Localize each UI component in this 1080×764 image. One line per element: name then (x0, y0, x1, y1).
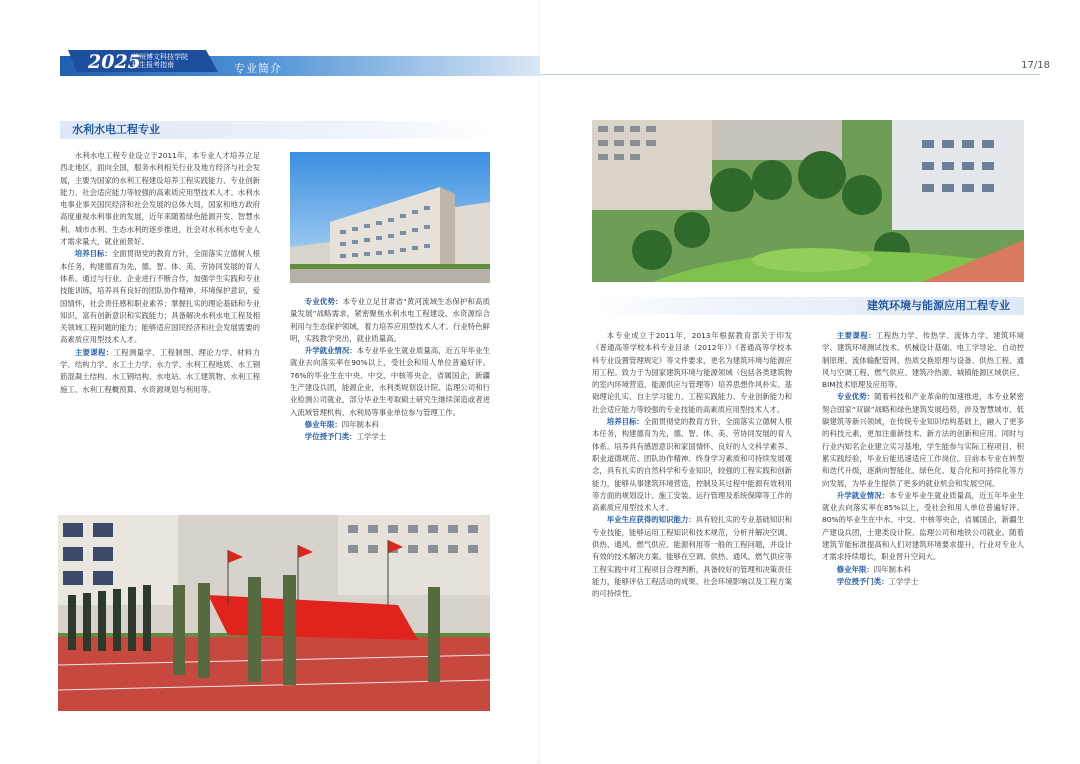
hydraulic-degree (290, 431, 490, 443)
hydraulic-courses (60, 347, 260, 396)
hydraulic-goal (60, 248, 260, 346)
advantage-label: 专业优势： (304, 297, 343, 306)
employment-text: 本专业毕业生就业质量高，近五年毕业生就业去向落实率在90%以上，受社会和用人单位普遍好评。76%的毕业生在中央、中交、中核等央企，省属国企，新疆生产建设兵团，能源企业，水利类规划设计院、监理公司和行业检测公司就业，部分毕业生考取硕士研究生继续深造或者进入流域管理机构、水利局等事业单位参与管理工作。 (290, 346, 490, 417)
page-number: 17/18 (1021, 60, 1050, 71)
building-ability (592, 514, 792, 600)
header-section-title: 专业简介 (234, 62, 282, 75)
advantage-text: 本专业立足甘肃省“黄河流域生态保护和高质量发展”战略需求，紧密聚焦水利水电工程建设、水资源综合利用与生态保护领域，着力培养应用型技术人才。行业特色鲜明，实践教学突出，就业质量高。 (290, 297, 490, 343)
employment-label: 升学就业情况： (304, 346, 357, 356)
hydraulic-advantage (290, 296, 490, 345)
advantage-label: 专业优势： (836, 392, 875, 402)
goal-label: 培养目标： (74, 249, 112, 259)
courses-text: 工程热力学、传热学、流体力学、建筑环境学、建筑环境测试技术、机械设计基础、电工学导论、自动控制原理、流体输配管网、热质交换原理与设备、供热工程、通风与空调工程、燃气供应、建筑冷热源、城镇能源区域供应、BIM技术原理及应用等。 (822, 331, 1024, 390)
degree-text: 工学学士 (888, 576, 919, 586)
right-page (540, 0, 1080, 764)
courses-label: 主要课程： (836, 331, 876, 340)
header-school (132, 53, 188, 69)
courses-label: 主要课程： (74, 347, 114, 357)
degree-text: 工学学士 (356, 432, 387, 442)
duration-text: 四年制本科 (873, 564, 911, 574)
hydraulic-text-col1 (60, 150, 260, 396)
building-intro: 本专业成立于2011年，2013年根据教育部关于印发《普通高等学校本科专业目录（2012年）》《普通高等学校本科专业设置管理规定》等文件要求，更名为建筑环境与能源应用工程。致力于为国家建筑环境与能源领域（包括各类建筑物的室内环境营造、能源供应与管理等）培养思想作风朴实、基础理论扎实、自主学习能力、工程实践能力、专业创新能力和社会适应能力等较强的专业技能的高素质应用型技术人才。 (592, 331, 792, 414)
degree-label: 学位授予门类： (836, 576, 889, 586)
photo-campus-building (290, 152, 490, 283)
guide-name: 招生报考指南 (132, 61, 174, 69)
building-courses (822, 330, 1024, 391)
goal-text: 全面贯彻党的教育方针，全面落实立德树人根本任务，构建德育为先，德、智、体、美、劳协同发展的育人体系。通过与行业、企业进行不断合作，加强学生实践和专业技能训练，培养具有良好的团队协作精神、环境保护意识，爱国情怀，社会责任感和职业素养；掌握扎实的理论基础和专业知识，富有创新意识和实践能力；具备解决水利水电工程及相关领域工程问题的能力；能够适应国民经济和社会发展需要的高素质应用型技术人才。 (60, 249, 260, 345)
duration-label: 修业年限： (836, 564, 874, 574)
hydraulic-text-col2 (290, 296, 490, 444)
employment-label: 升学就业情况： (836, 490, 890, 500)
advantage-text: 随着科技和产业革命的加速推进，本专业紧密契合国家“双碳”战略和绿色建筑发展趋势，涉及智慧城市、低碳建筑等新兴领域，在传统专业知识结构基础上，融入了更多的科技元素，更加注重新技术、新方法的创新和应用。同时与行业内知名企业建立实习基地，学生能参与实际工程项目，积累实践经验，毕业后能迅速适应工作岗位。目前本专业在转型和迭代升级，逐渐向智能化、绿色化、复合化和可持续化等方向发展，为毕业生提供了更多的就业机会和发展空间。 (822, 392, 1024, 488)
building-text-col1 (592, 330, 792, 601)
school-name: 兰州博文科技学院 (132, 53, 188, 61)
hydraulic-duration (290, 419, 490, 431)
header-year: 2025 (88, 51, 141, 73)
building-goal (592, 416, 792, 514)
building-duration (822, 564, 1024, 576)
employment-text: 本专业毕业生就业质量高，近五年毕业生就业去向落实率在85%以上，受社会和用人单位普遍好评。80%的毕业生在中水、中交、中核等央企，省属国企，新疆生产建设兵团，土建类设计院、监理公司和地铁公司就业。随着建筑节能标准提高和人们对建筑环境要求提升，行业对专业人才需求持续增长，职业晋升空间大。 (822, 490, 1024, 562)
section-title-hydraulic: 水利水电工程专业 (60, 121, 490, 139)
building-degree (822, 576, 1024, 588)
building-advantage (822, 391, 1024, 489)
header-rule (540, 74, 1040, 75)
ability-text: 具有较扎实的专业基础知识和专业技能，能够运用工程知识和技术规范，分析并解决空调、供热、通风、燃气供应、能源利用等一般的工程问题，并设计有效的技术解决方案。能够在空调、供热、通风、燃气供应等工程实践中对工程项目合理判断，具备较好的管理和决策责任能力，能够评估工程活动的成果、社会环境影响以及工程方案的可持续性。 (592, 515, 792, 599)
duration-text: 四年制本科 (341, 419, 379, 429)
goal-label: 培养目标： (606, 417, 644, 427)
degree-label: 学位授予门类： (304, 432, 357, 442)
hydraulic-employment (290, 345, 490, 419)
courses-text: 工程测量学、工程制图、理论力学、材料力学、结构力学、水工土力学、水力学、水利工程地质、水工钢筋混凝土结构、水工钢结构、水电站、水工建筑物、水利工程施工、水利工程概预算、水资源规划与利用等。 (60, 347, 260, 394)
ability-label: 毕业生应获得的知识能力： (606, 515, 696, 525)
photo-flag-parade (58, 515, 490, 711)
photo-campus-aerial (592, 120, 1024, 282)
duration-label: 修业年限： (304, 419, 342, 429)
section-title-building-env: 建筑环境与能源应用工程专业 (592, 297, 1024, 315)
hydraulic-intro: 水利水电工程专业设立于2011年，本专业人才培养立足西北地区，面向全国，服务水利相关行业及地方经济与社会发展，主要为国家的水利工程建设培养工程实践能力、专业创新能力、社会适应能力等较强的高素质应用型技术人才。水利水电事业事关国民经济和社会发展的总体大局，国家和地方政府高度重视水利事业的发展，近年来随着绿色能源开发、智慧水利、城市水利、生态水利的逐步推进，社会对水利水电专业人才需求量大，就业前景好。 (60, 151, 260, 247)
building-employment (822, 490, 1024, 564)
building-text-col2 (822, 330, 1024, 588)
goal-text: 全面贯彻党的教育方针，全面落实立德树人根本任务，构建德育为先，德、智、体、美、劳协同发展的育人体系。培养具有感恩意识和家国情怀、良好的人文科学素养、职业道德规范、团队协作精神、终身学习素质和可持续发展观念，具有扎实的自然科学和专业知识，较强的工程实践和创新能力，能够从事建筑环境营造，控制及其过程中能源有效利用等方面的规划设计、施工安装、运行管理及系统保障等工作的高素质应用型技术人才。 (592, 417, 792, 513)
